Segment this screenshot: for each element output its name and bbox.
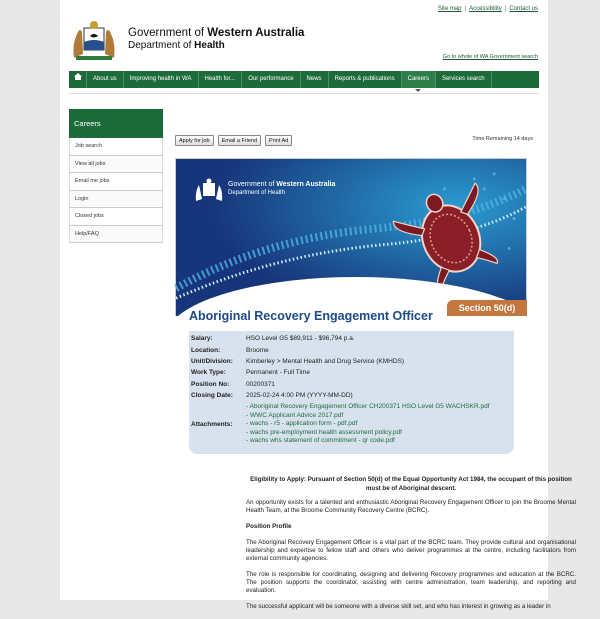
nav-improving-health[interactable]: Improving health in WA <box>124 71 199 88</box>
attachment-link[interactable]: - wachs pre-employment health assessment policy.pdf <box>246 428 402 436</box>
nav-careers[interactable]: Careers <box>402 71 436 88</box>
accessibility-link[interactable]: Accessibility <box>469 6 502 12</box>
print-ad-button[interactable]: Print Ad <box>265 135 292 146</box>
sidebar <box>69 109 163 243</box>
nav-about-us[interactable]: About us <box>87 71 124 88</box>
whole-wa-search-link[interactable]: Go to whole of WA Government search <box>442 54 538 60</box>
nav-news[interactable]: News <box>301 71 329 88</box>
detail-row-salary: Salary: HSO Level G5 $89,911 - $96,794 p.a. <box>191 335 355 343</box>
nav-our-performance[interactable]: Our performance <box>242 71 300 88</box>
wa-coat-of-arms-logo[interactable] <box>70 18 118 62</box>
apply-for-job-button[interactable]: Apply for job <box>175 135 214 146</box>
profile-paragraph-3: The successful applicant will be someone with a diverse skill set, and who has interest in growing as a leader in <box>246 603 551 610</box>
sidebar-item-email-me-jobs[interactable]: Email me jobs <box>69 173 163 191</box>
job-toolbar <box>175 135 292 146</box>
attachment-link[interactable]: - Aboriginal Recovery Engagement Officer CH200371 HSO Level G5 WACHSKR.pdf <box>246 403 490 411</box>
attachment-link[interactable]: - WWC Applicant Advice 2017.pdf <box>246 411 344 419</box>
site-header <box>60 0 548 70</box>
detail-row-work-type: Work Type: Permanent - Full Time <box>191 369 310 377</box>
nav-reports-publications[interactable]: Reports & publications <box>329 71 402 88</box>
banner-govt-title: Government of Western Australia <box>228 181 336 188</box>
sidebar-item-login[interactable]: Login <box>69 191 163 209</box>
nav-services-search[interactable]: Services search <box>436 71 492 88</box>
brand-line-2: Department of Health <box>128 40 225 51</box>
profile-paragraph-2: The role is responsible for coordinating, designing and delivering Recovery programmes and education at the BCRC. The position supports the coordinator, assisting with centre administration, team leadership, and reporting and evaluation. <box>246 571 576 594</box>
profile-paragraph-1: The Aboriginal Recovery Engagement Officer is a vital part of the BCRC team. They provide cultural and organisational leadership and expertise to fellow staff and others who deliver programmes at the centre, including facilitators from external community agencies. <box>246 539 576 562</box>
top-links: Site map | Accessibility | Contact us <box>437 6 538 12</box>
contact-us-link[interactable]: Contact us <box>509 6 538 12</box>
sidebar-title: Careers <box>69 109 163 138</box>
detail-row-attachments: Attachments: - Aboriginal Recovery Engagement Officer CH200371 HSO Level G5 WACHSKR.pdf - WWC Applicant Advice 2017.pdf - wachs - r5 - application form - pdf.pdf - wachs pre-employment health assessment policy.pdf - wachs whs statement of commitment - qr code.pdf <box>189 401 492 448</box>
detail-row-closing-date: Closing Date: 2025-02-24 4:00 PM (YYYY-MM-DD) <box>191 392 353 400</box>
banner-dept: Department of Health <box>228 190 286 196</box>
position-profile-heading: Position Profile <box>246 523 292 530</box>
section-50d-badge: Section 50(d) <box>447 300 527 316</box>
eligibility-statement: Eligibility to Apply: Pursuant of Section 50(d) of the Equal Opportunity Act 1984, the occupant of this position must be of Aboriginal descent. <box>250 476 572 492</box>
email-a-friend-button[interactable]: Email a Friend <box>218 135 261 146</box>
divider <box>69 93 539 94</box>
time-remaining: Time Remaining 14 days <box>472 136 533 142</box>
detail-row-location: Location: Broome <box>191 346 269 354</box>
site-map-link[interactable]: Site map <box>437 6 462 12</box>
detail-row-position-no: Position No: 00200371 <box>191 380 275 388</box>
sidebar-item-closed-jobs[interactable]: Closed jobs <box>69 208 163 226</box>
page <box>60 0 576 610</box>
job-details-panel <box>189 331 514 454</box>
sidebar-item-job-search[interactable]: Job search <box>69 138 163 156</box>
turtle-artwork-icon <box>394 179 504 289</box>
main-nav <box>69 71 539 88</box>
nav-health-for[interactable]: Health for... <box>199 71 243 88</box>
attachments-list <box>244 401 492 448</box>
attachment-link[interactable]: - wachs whs statement of commitment - qr code.pdf <box>246 437 395 445</box>
job-title: Aboriginal Recovery Engagement Officer <box>189 309 433 323</box>
attachment-link[interactable]: - wachs - r5 - application form - pdf.pdf <box>246 420 358 428</box>
sidebar-item-help-faq[interactable]: Help/FAQ <box>69 226 163 244</box>
brand-line-1: Government of Western Australia <box>128 27 305 39</box>
wa-crest-icon <box>194 177 224 203</box>
intro-paragraph: An opportunity exists for a talented and enthusiastic Aboriginal Recovery Engagement Officer to join the Broome Mental Health Team, at the Broome Community Recovery Centre (BCRC). <box>246 499 576 514</box>
home-icon[interactable] <box>69 71 87 88</box>
detail-row-unit: Unit/Division: Kimberley > Mental Health and Drug Service (KMHDS) <box>191 357 405 365</box>
sidebar-item-view-all-jobs[interactable]: View all jobs <box>69 156 163 174</box>
job-details-table <box>189 333 492 448</box>
job-banner <box>175 158 527 316</box>
job-description <box>246 499 576 619</box>
